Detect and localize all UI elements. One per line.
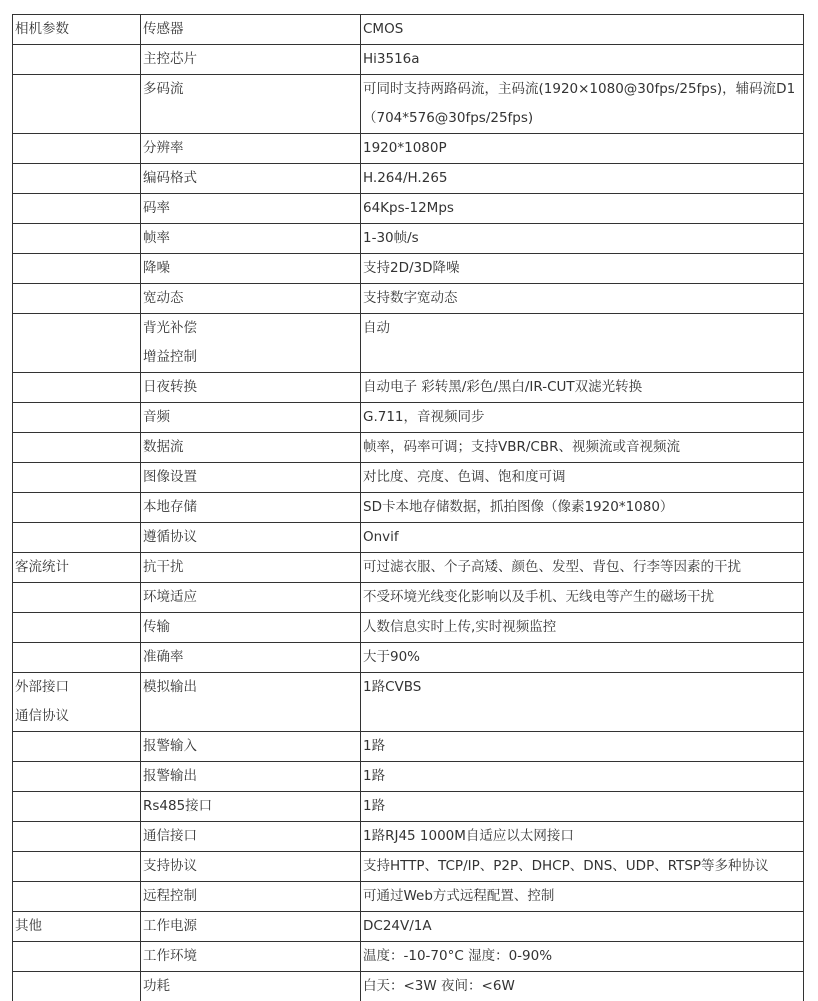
value-cell: 1路 <box>361 792 804 822</box>
value-cell: 支持HTTP、TCP/IP、P2P、DHCP、DNS、UDP、RTSP等多种协议 <box>361 852 804 882</box>
category-cell <box>13 822 141 852</box>
category-cell <box>13 403 141 433</box>
item-cell: 图像设置 <box>141 463 361 493</box>
item-cell: 主控芯片 <box>141 45 361 75</box>
value-cell: 自动 <box>361 314 804 373</box>
item-cell: 环境适应 <box>141 583 361 613</box>
table-row <box>13 493 804 523</box>
item-cell: 通信接口 <box>141 822 361 852</box>
value-cell: G.711，音视频同步 <box>361 403 804 433</box>
value-cell: 1路RJ45 1000M自适应以太网接口 <box>361 822 804 852</box>
value-cell: 帧率，码率可调；支持VBR/CBR、视频流或音视频流 <box>361 433 804 463</box>
category-cell <box>13 463 141 493</box>
table-row <box>13 164 804 194</box>
item-cell: 工作电源 <box>141 912 361 942</box>
value-cell: 1路 <box>361 732 804 762</box>
value-cell: 支持2D/3D降噪 <box>361 254 804 284</box>
table-row <box>13 762 804 792</box>
category-cell <box>13 972 141 1001</box>
item-cell: 日夜转换 <box>141 373 361 403</box>
table-row <box>13 942 804 972</box>
value-cell: Onvif <box>361 523 804 553</box>
table-row <box>13 15 804 45</box>
table-row <box>13 732 804 762</box>
item-cell: 帧率 <box>141 224 361 254</box>
table-row <box>13 134 804 164</box>
value-cell: 温度：-10-70°C 湿度：0-90% <box>361 942 804 972</box>
category-cell <box>13 852 141 882</box>
category-cell <box>13 523 141 553</box>
category-cell <box>13 762 141 792</box>
item-cell: 降噪 <box>141 254 361 284</box>
item-cell: 抗干扰 <box>141 553 361 583</box>
value-cell: SD卡本地存储数据，抓拍图像（像素1920*1080） <box>361 493 804 523</box>
item-cell: 宽动态 <box>141 284 361 314</box>
table-row <box>13 643 804 673</box>
value-cell: 1920*1080P <box>361 134 804 164</box>
item-cell: 背光补偿 增益控制 <box>141 314 361 373</box>
value-cell: 可过滤衣服、个子高矮、颜色、发型、背包、行李等因素的干扰 <box>361 553 804 583</box>
value-cell: CMOS <box>361 15 804 45</box>
category-cell <box>13 373 141 403</box>
table-row <box>13 314 804 373</box>
value-cell: DC24V/1A <box>361 912 804 942</box>
value-cell: 1路CVBS <box>361 673 804 732</box>
table-row <box>13 45 804 75</box>
table-row <box>13 613 804 643</box>
category-cell: 客流统计 <box>13 553 141 583</box>
item-cell: 报警输出 <box>141 762 361 792</box>
table-row <box>13 224 804 254</box>
value-cell: Hi3516a <box>361 45 804 75</box>
value-cell: 支持数字宽动态 <box>361 284 804 314</box>
value-cell: 自动电子 彩转黑/彩色/黑白/IR-CUT双滤光转换 <box>361 373 804 403</box>
value-cell: 白天：<3W 夜间：<6W <box>361 972 804 1001</box>
category-cell <box>13 134 141 164</box>
value-cell: 对比度、亮度、色调、饱和度可调 <box>361 463 804 493</box>
item-cell: 准确率 <box>141 643 361 673</box>
table-row <box>13 194 804 224</box>
item-cell: 码率 <box>141 194 361 224</box>
category-cell: 外部接口 通信协议 <box>13 673 141 732</box>
table-row <box>13 523 804 553</box>
item-cell: 工作环境 <box>141 942 361 972</box>
value-cell: 1-30帧/s <box>361 224 804 254</box>
item-cell: 音频 <box>141 403 361 433</box>
value-cell: 大于90% <box>361 643 804 673</box>
item-cell: 多码流 <box>141 75 361 134</box>
value-cell: 可同时支持两路码流，主码流(1920×1080@30fps/25fps)，辅码流D1（704*576@30fps/25fps) <box>361 75 804 134</box>
table-row <box>13 972 804 1001</box>
table-row <box>13 792 804 822</box>
table-row <box>13 882 804 912</box>
table-row <box>13 822 804 852</box>
item-cell: 传感器 <box>141 15 361 45</box>
item-cell: 编码格式 <box>141 164 361 194</box>
item-cell: 遵循协议 <box>141 523 361 553</box>
value-cell: 人数信息实时上传,实时视频监控 <box>361 613 804 643</box>
table-row <box>13 433 804 463</box>
table-row <box>13 75 804 134</box>
item-cell: Rs485接口 <box>141 792 361 822</box>
spec-table <box>12 14 804 1001</box>
category-cell <box>13 45 141 75</box>
category-cell <box>13 284 141 314</box>
item-cell: 功耗 <box>141 972 361 1001</box>
category-cell <box>13 433 141 463</box>
value-cell: H.264/H.265 <box>361 164 804 194</box>
category-cell <box>13 164 141 194</box>
item-cell: 本地存储 <box>141 493 361 523</box>
category-cell <box>13 882 141 912</box>
item-cell: 远程控制 <box>141 882 361 912</box>
item-cell: 模拟输出 <box>141 673 361 732</box>
table-row <box>13 553 804 583</box>
table-row <box>13 852 804 882</box>
category-cell <box>13 314 141 373</box>
category-cell <box>13 583 141 613</box>
table-row <box>13 463 804 493</box>
table-row <box>13 254 804 284</box>
table-row <box>13 583 804 613</box>
value-cell: 1路 <box>361 762 804 792</box>
value-cell: 64Kps-12Mps <box>361 194 804 224</box>
category-cell <box>13 254 141 284</box>
table-row <box>13 403 804 433</box>
item-cell: 支持协议 <box>141 852 361 882</box>
category-cell <box>13 613 141 643</box>
category-cell <box>13 732 141 762</box>
category-cell <box>13 643 141 673</box>
category-cell: 其他 <box>13 912 141 942</box>
table-row <box>13 912 804 942</box>
table-row <box>13 673 804 732</box>
item-cell: 传输 <box>141 613 361 643</box>
category-cell <box>13 75 141 134</box>
value-cell: 不受环境光线变化影响以及手机、无线电等产生的磁场干扰 <box>361 583 804 613</box>
item-cell: 数据流 <box>141 433 361 463</box>
table-row <box>13 284 804 314</box>
category-cell <box>13 792 141 822</box>
item-cell: 报警输入 <box>141 732 361 762</box>
category-cell <box>13 224 141 254</box>
category-cell <box>13 942 141 972</box>
value-cell: 可通过Web方式远程配置、控制 <box>361 882 804 912</box>
category-cell <box>13 493 141 523</box>
table-row <box>13 373 804 403</box>
category-cell: 相机参数 <box>13 15 141 45</box>
item-cell: 分辨率 <box>141 134 361 164</box>
category-cell <box>13 194 141 224</box>
